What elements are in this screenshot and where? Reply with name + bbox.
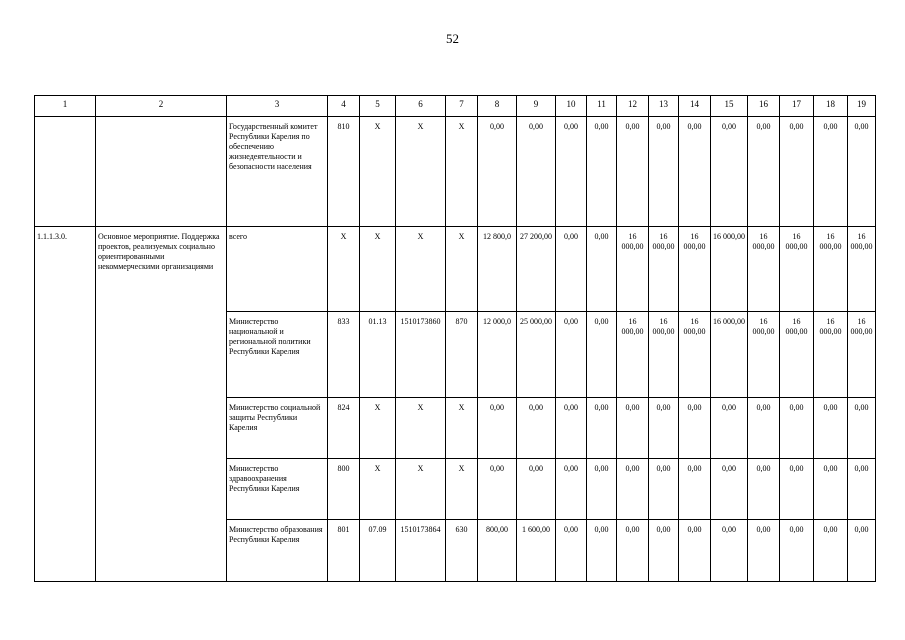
value-cell: 630 [446, 520, 478, 582]
column-header: 1 [35, 96, 96, 117]
column-header: 12 [617, 96, 649, 117]
value-cell: 16 000,00 [814, 227, 848, 312]
page-number: 52 [446, 31, 459, 46]
value-cell: 16 000,00 [679, 312, 711, 398]
column-header: 11 [587, 96, 617, 117]
table-row [35, 227, 876, 312]
value-cell: 16 000,00 [848, 312, 876, 398]
column-header: 10 [556, 96, 587, 117]
value-cell: 1510173864 [396, 520, 446, 582]
value-cell: X [396, 398, 446, 459]
value-cell: 0,00 [617, 117, 649, 227]
value-cell: 0,00 [748, 520, 780, 582]
value-cell: X [396, 459, 446, 520]
value-cell: X [360, 117, 396, 227]
value-cell: 0,00 [587, 459, 617, 520]
value-cell: 0,00 [711, 398, 748, 459]
value-cell: 0,00 [848, 398, 876, 459]
column-header: 13 [649, 96, 679, 117]
name-cell [96, 117, 227, 227]
value-cell: X [396, 117, 446, 227]
value-cell: 16 000,00 [780, 227, 814, 312]
value-cell: 0,00 [587, 227, 617, 312]
value-cell: 0,00 [587, 312, 617, 398]
value-cell: 0,00 [517, 117, 556, 227]
column-header: 19 [848, 96, 876, 117]
value-cell: 800,00 [478, 520, 517, 582]
column-header: 15 [711, 96, 748, 117]
value-cell: 16 000,00 [617, 312, 649, 398]
value-cell: 16 000,00 [617, 227, 649, 312]
value-cell: 16 000,00 [649, 227, 679, 312]
executor-cell: всего [227, 227, 328, 312]
value-cell: 0,00 [679, 398, 711, 459]
value-cell: X [360, 398, 396, 459]
value-cell: 16 000,00 [814, 312, 848, 398]
value-cell: 16 000,00 [711, 227, 748, 312]
column-header: 4 [328, 96, 360, 117]
value-cell: 0,00 [780, 398, 814, 459]
value-cell: 0,00 [780, 459, 814, 520]
value-cell: 0,00 [587, 520, 617, 582]
value-cell: 16 000,00 [711, 312, 748, 398]
value-cell: 0,00 [587, 117, 617, 227]
value-cell: 833 [328, 312, 360, 398]
value-cell: 810 [328, 117, 360, 227]
value-cell: 824 [328, 398, 360, 459]
value-cell: 0,00 [556, 227, 587, 312]
measure-name: Основное мероприятие. Поддержка проектов, реализуемых социально ориентированными некоммерческими организациями [96, 227, 227, 582]
value-cell: 0,00 [517, 459, 556, 520]
value-cell: X [446, 398, 478, 459]
column-header: 14 [679, 96, 711, 117]
value-cell: 16 000,00 [748, 227, 780, 312]
value-cell: 0,00 [848, 520, 876, 582]
value-cell: 16 000,00 [649, 312, 679, 398]
value-cell: 07.09 [360, 520, 396, 582]
value-cell: X [446, 227, 478, 312]
value-cell: 0,00 [848, 459, 876, 520]
value-cell: 16 000,00 [780, 312, 814, 398]
budget-table [34, 95, 876, 582]
code-cell [35, 117, 96, 227]
value-cell: 0,00 [556, 520, 587, 582]
executor-cell: Министерство здравоохранения Республики Карелия [227, 459, 328, 520]
value-cell: 0,00 [748, 459, 780, 520]
value-cell: 0,00 [848, 117, 876, 227]
value-cell: 0,00 [814, 398, 848, 459]
value-cell: 16 000,00 [848, 227, 876, 312]
value-cell: 0,00 [748, 398, 780, 459]
value-cell: X [446, 117, 478, 227]
value-cell: 0,00 [780, 520, 814, 582]
value-cell: X [328, 227, 360, 312]
value-cell: 01.13 [360, 312, 396, 398]
value-cell: 0,00 [711, 520, 748, 582]
value-cell: 0,00 [617, 398, 649, 459]
value-cell: X [396, 227, 446, 312]
value-cell: 0,00 [679, 520, 711, 582]
value-cell: 0,00 [649, 459, 679, 520]
value-cell: 0,00 [679, 459, 711, 520]
value-cell: 0,00 [478, 117, 517, 227]
value-cell: 800 [328, 459, 360, 520]
value-cell: X [446, 459, 478, 520]
value-cell: X [360, 227, 396, 312]
value-cell: 0,00 [814, 117, 848, 227]
value-cell: 801 [328, 520, 360, 582]
value-cell: 0,00 [478, 398, 517, 459]
value-cell: 0,00 [556, 459, 587, 520]
column-header: 2 [96, 96, 227, 117]
value-cell: 12 800,0 [478, 227, 517, 312]
value-cell: X [360, 459, 396, 520]
column-header: 5 [360, 96, 396, 117]
value-cell: 0,00 [517, 398, 556, 459]
column-header: 8 [478, 96, 517, 117]
column-header: 3 [227, 96, 328, 117]
value-cell: 870 [446, 312, 478, 398]
column-header: 6 [396, 96, 446, 117]
value-cell: 0,00 [649, 520, 679, 582]
value-cell: 0,00 [649, 398, 679, 459]
value-cell: 25 000,00 [517, 312, 556, 398]
measure-code: 1.1.1.3.0. [35, 227, 96, 582]
column-header: 9 [517, 96, 556, 117]
value-cell: 1 600,00 [517, 520, 556, 582]
header-row [35, 96, 876, 117]
value-cell: 16 000,00 [748, 312, 780, 398]
value-cell: 0,00 [556, 312, 587, 398]
value-cell: 12 000,0 [478, 312, 517, 398]
column-header: 17 [780, 96, 814, 117]
value-cell: 0,00 [649, 117, 679, 227]
executor-cell: Государственный комитет Республики Карелия по обеспечению жизнедеятельности и безопасности населения [227, 117, 328, 227]
value-cell: 0,00 [556, 117, 587, 227]
value-cell: 0,00 [617, 459, 649, 520]
column-header: 18 [814, 96, 848, 117]
value-cell: 16 000,00 [679, 227, 711, 312]
value-cell: 0,00 [478, 459, 517, 520]
executor-cell: Министерство образования Республики Карелия [227, 520, 328, 582]
value-cell: 0,00 [617, 520, 649, 582]
value-cell: 27 200,00 [517, 227, 556, 312]
value-cell: 0,00 [748, 117, 780, 227]
value-cell: 0,00 [587, 398, 617, 459]
table-row [35, 117, 876, 227]
executor-cell: Министерство национальной и региональной политики Республики Карелия [227, 312, 328, 398]
executor-cell: Министерство социальной защиты Республики Карелия [227, 398, 328, 459]
column-header: 7 [446, 96, 478, 117]
value-cell: 0,00 [711, 459, 748, 520]
value-cell: 0,00 [814, 520, 848, 582]
value-cell: 0,00 [780, 117, 814, 227]
value-cell: 0,00 [814, 459, 848, 520]
value-cell: 0,00 [556, 398, 587, 459]
value-cell: 1510173860 [396, 312, 446, 398]
column-header: 16 [748, 96, 780, 117]
value-cell: 0,00 [679, 117, 711, 227]
value-cell: 0,00 [711, 117, 748, 227]
